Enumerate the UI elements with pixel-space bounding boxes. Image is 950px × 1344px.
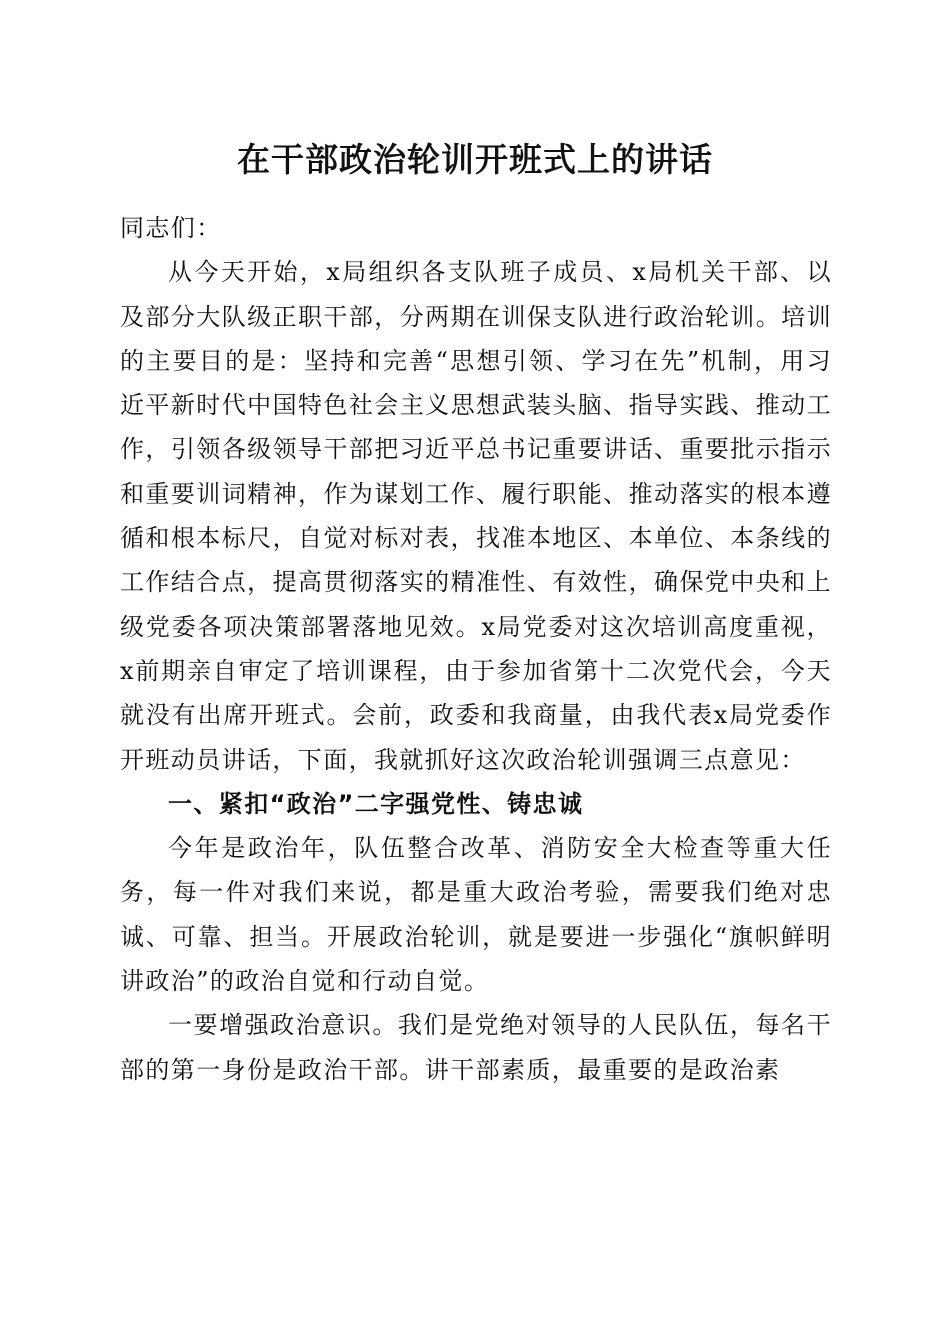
salutation: 同志们： [120,214,222,242]
document-body [120,206,832,1092]
section-heading-1: 一、紧扣“政治”二字强党性、铸忠诚 [168,789,584,818]
paragraph-2: 今年是政治年，队伍整合改革、消防安全大检查等重大任务，每一件对我们来说，都是重大政治考验，需要我们绝对忠诚、可靠、担当。开展政治轮训，就是要进一步强化“旗帜鲜明讲政治”的政治自觉和行动自觉。 [120,834,832,996]
paragraph-3: 一要增强政治意识。我们是党绝对领导的人民队伍，每名干部的第一身份是政治干部。讲干部素质，最重要的是政治素 [120,1011,832,1084]
paragraph-intro: 从今天开始，x局组织各支队班子成员、x局机关干部、以及部分大队级正职干部，分两期在训保支队进行政治轮训。培训的主要目的是：坚持和完善“思想引领、学习在先”机制，用习近平新时代中国特色社会主义思想武装头脑、指导实践、推动工作，引领各级领导干部把习近平总书记重要讲话、重要批示指示和重要训词精神，作为谋划工作、履行职能、推动落实的根本遵循和根本标尺，自觉对标对表，找准本地区、本单位、本条线的工作结合点，提高贯彻落实的精准性、有效性，确保党中央和上级党委各项决策部署落地见效。x局党委对这次培训高度重视，x前期亲自审定了培训课程，由于参加省第十二次党代会，今天就没有出席开班式。会前，政委和我商量，由我代表x局党委作开班动员讲话，下面，我就抓好这次政治轮训强调三点意见： [120,258,832,774]
document-title: 在干部政治轮训开班式上的讲话 [237,140,713,179]
